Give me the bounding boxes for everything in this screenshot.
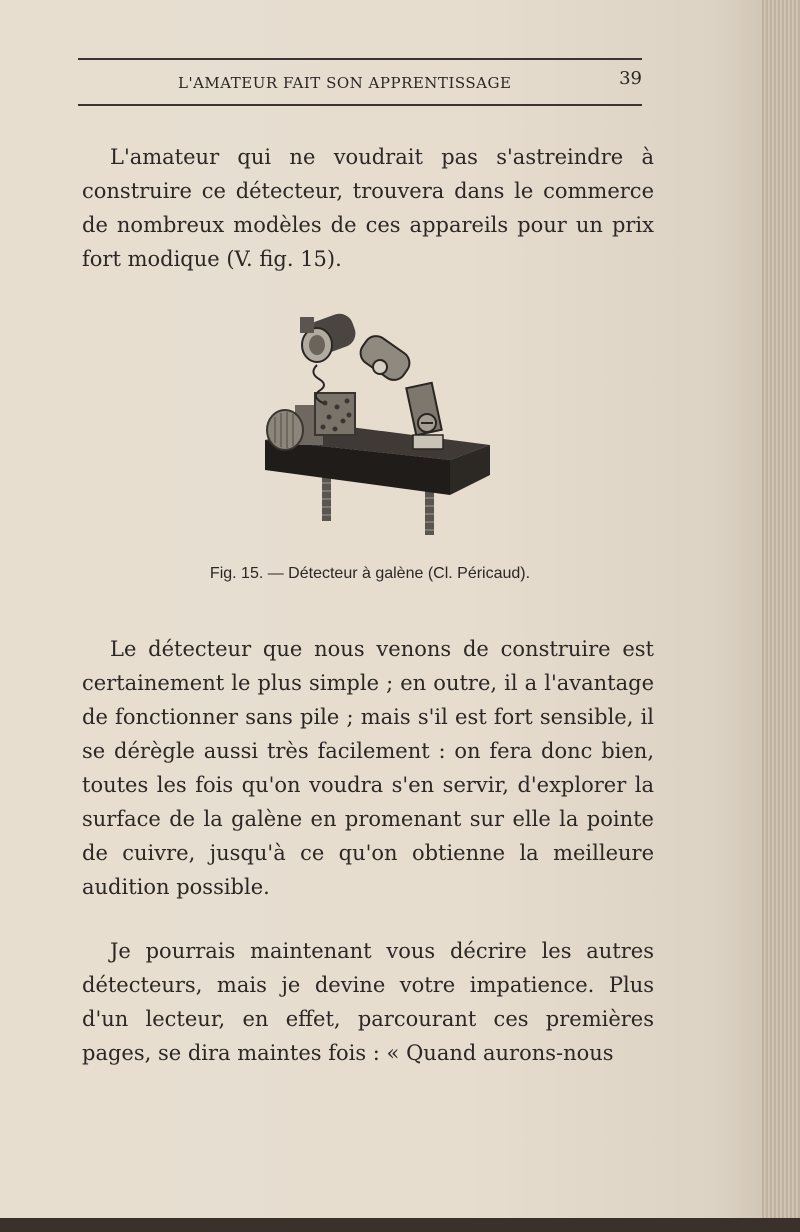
paragraph-1: L'amateur qui ne voudrait pas s'astreindre à construire ce détecteur, trouvera dans le commerce de nombreux modèles de ces appareils pour un prix fort modique (V. fig. 15). bbox=[82, 145, 654, 271]
page-edges bbox=[762, 0, 800, 1232]
figure-galena-detector bbox=[255, 305, 505, 535]
galena-detector-illustration-icon bbox=[255, 305, 505, 535]
running-title: L'AMATEUR FAIT SON APPRENTISSAGE bbox=[178, 74, 512, 92]
bottom-edge bbox=[0, 1218, 800, 1232]
page-number: 39 bbox=[619, 68, 642, 89]
paragraph-3: Je pourrais maintenant vous décrire les autres détecteurs, mais je devine votre impatience. Plus d'un lecteur, en effet, parcourant ces premières pages, se dira maintes fois : « Quand aurons-nous bbox=[82, 939, 654, 1065]
header-rule-top bbox=[78, 58, 642, 60]
paragraph-2: Le détecteur que nous venons de construire est certainement le plus simple ; en outre, il a l'avantage de fonctionner sans pile ; mais s'il est fort sensible, il se dérègle aussi très facilement : on fera donc bien, toutes les fois qu'on voudra s'en servir, d'explorer la surface de la galène en promenant sur elle la pointe de cuivre, jusqu'à ce qu'on obtienne la meilleure audition possible. bbox=[82, 637, 654, 899]
running-head bbox=[78, 68, 642, 98]
header-rule-bottom bbox=[78, 104, 642, 106]
figure-caption: Fig. 15. — Détecteur à galène (Cl. Péricaud). bbox=[209, 565, 531, 582]
